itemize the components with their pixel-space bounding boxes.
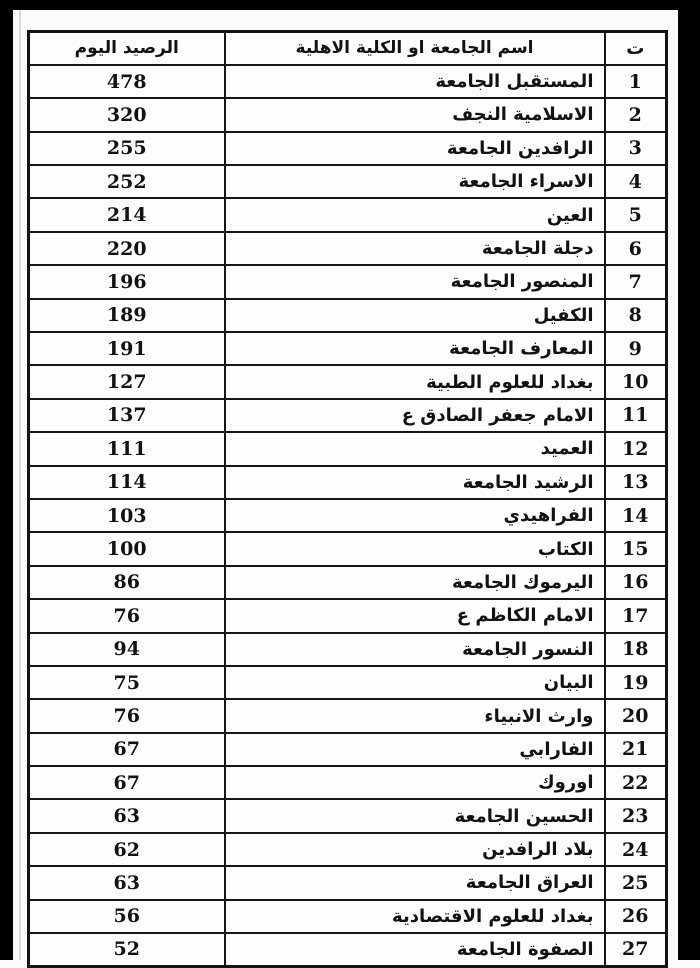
cell-index: 1 [605, 65, 667, 98]
cell-index: 20 [605, 699, 667, 732]
table-row [29, 766, 667, 799]
cell-name: العميد [225, 432, 605, 465]
cell-name: الحسين الجامعة [225, 799, 605, 832]
cell-balance: 63 [29, 866, 225, 899]
cell-index: 10 [605, 365, 667, 398]
cell-name: دجلة الجامعة [225, 232, 605, 265]
cell-balance: 214 [29, 198, 225, 231]
cell-balance: 56 [29, 900, 225, 933]
cell-index: 26 [605, 900, 667, 933]
cell-index: 19 [605, 666, 667, 699]
cell-balance: 103 [29, 499, 225, 532]
cell-balance: 189 [29, 299, 225, 332]
cell-name: بغداد للعلوم الطبية [225, 365, 605, 398]
cell-balance: 62 [29, 833, 225, 866]
cell-name: الفارابي [225, 733, 605, 766]
cell-index: 24 [605, 833, 667, 866]
cell-balance: 137 [29, 399, 225, 432]
cell-index: 11 [605, 399, 667, 432]
table-row [29, 633, 667, 666]
table-row [29, 132, 667, 165]
scan-border-top [0, 0, 700, 10]
table-row [29, 799, 667, 832]
table-row [29, 532, 667, 565]
cell-index: 22 [605, 766, 667, 799]
cell-index: 14 [605, 499, 667, 532]
cell-name: الكفيل [225, 299, 605, 332]
table-row [29, 933, 667, 966]
cell-balance: 127 [29, 365, 225, 398]
cell-index: 6 [605, 232, 667, 265]
cell-name: بلاد الرافدين [225, 833, 605, 866]
scan-border-right [678, 0, 700, 960]
cell-name: المعارف الجامعة [225, 332, 605, 365]
cell-name: الاسلامية النجف [225, 98, 605, 131]
cell-index: 25 [605, 866, 667, 899]
cell-balance: 76 [29, 699, 225, 732]
cell-name: بغداد للعلوم الاقتصادية [225, 900, 605, 933]
cell-name: الفراهيدي [225, 499, 605, 532]
universities-balance-table [27, 30, 668, 968]
table-row [29, 65, 667, 98]
cell-balance: 111 [29, 432, 225, 465]
header-index: ت [605, 32, 667, 65]
cell-index: 15 [605, 532, 667, 565]
cell-balance: 86 [29, 566, 225, 599]
cell-balance: 220 [29, 232, 225, 265]
cell-name: العراق الجامعة [225, 866, 605, 899]
cell-name: اليرموك الجامعة [225, 566, 605, 599]
table-row [29, 499, 667, 532]
cell-balance: 255 [29, 132, 225, 165]
cell-balance: 52 [29, 933, 225, 966]
cell-index: 9 [605, 332, 667, 365]
cell-index: 3 [605, 132, 667, 165]
cell-name: المنصور الجامعة [225, 265, 605, 298]
cell-name: البيان [225, 666, 605, 699]
table-row [29, 332, 667, 365]
table-row [29, 866, 667, 899]
cell-name: الصفوة الجامعة [225, 933, 605, 966]
cell-index: 8 [605, 299, 667, 332]
cell-index: 13 [605, 466, 667, 499]
scan-artifact-line [19, 10, 21, 960]
cell-index: 16 [605, 566, 667, 599]
table-row [29, 666, 667, 699]
cell-balance: 75 [29, 666, 225, 699]
cell-index: 12 [605, 432, 667, 465]
table-row [29, 900, 667, 933]
table-row [29, 699, 667, 732]
cell-index: 18 [605, 633, 667, 666]
cell-balance: 478 [29, 65, 225, 98]
cell-index: 21 [605, 733, 667, 766]
table-row [29, 399, 667, 432]
cell-index: 7 [605, 265, 667, 298]
cell-name: الامام جعفر الصادق ع [225, 399, 605, 432]
table-row [29, 599, 667, 632]
table-row [29, 232, 667, 265]
cell-name: الاسراء الجامعة [225, 165, 605, 198]
cell-name: الرشيد الجامعة [225, 466, 605, 499]
cell-name: اوروك [225, 766, 605, 799]
table-row [29, 365, 667, 398]
cell-name: الكتاب [225, 532, 605, 565]
cell-balance: 114 [29, 466, 225, 499]
cell-name: الرافدين الجامعة [225, 132, 605, 165]
cell-index: 27 [605, 933, 667, 966]
cell-index: 2 [605, 98, 667, 131]
cell-balance: 320 [29, 98, 225, 131]
cell-name: الامام الكاظم ع [225, 599, 605, 632]
table-row [29, 198, 667, 231]
cell-index: 23 [605, 799, 667, 832]
cell-index: 17 [605, 599, 667, 632]
header-name: اسم الجامعة او الكلية الاهلية [225, 32, 605, 65]
cell-balance: 76 [29, 599, 225, 632]
table-row [29, 566, 667, 599]
table-row [29, 432, 667, 465]
table-row [29, 98, 667, 131]
header-balance: الرصيد اليوم [29, 32, 225, 65]
cell-name: المستقبل الجامعة [225, 65, 605, 98]
cell-balance: 100 [29, 532, 225, 565]
cell-balance: 94 [29, 633, 225, 666]
table-row [29, 165, 667, 198]
header-row [29, 32, 667, 65]
table-row [29, 733, 667, 766]
cell-index: 5 [605, 198, 667, 231]
table-row [29, 466, 667, 499]
cell-index: 4 [605, 165, 667, 198]
table-row [29, 265, 667, 298]
cell-balance: 67 [29, 733, 225, 766]
table-row [29, 833, 667, 866]
cell-name: العين [225, 198, 605, 231]
cell-balance: 67 [29, 766, 225, 799]
cell-name: وارث الانبياء [225, 699, 605, 732]
cell-balance: 191 [29, 332, 225, 365]
scan-border-left [0, 0, 13, 960]
cell-name: النسور الجامعة [225, 633, 605, 666]
cell-balance: 196 [29, 265, 225, 298]
cell-balance: 63 [29, 799, 225, 832]
cell-balance: 252 [29, 165, 225, 198]
table-row [29, 299, 667, 332]
